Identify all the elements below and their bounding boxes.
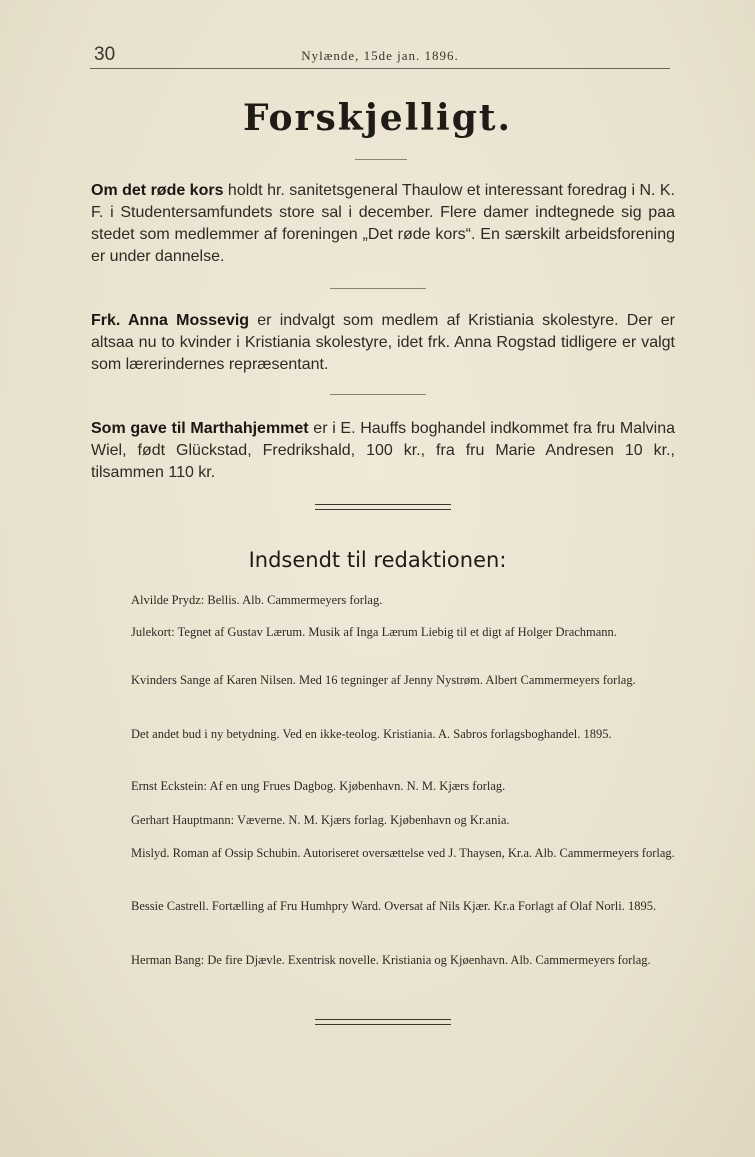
page-header bbox=[90, 44, 670, 69]
received-entry: Bessie Castrell. Fortælling af Fru Humhpry Ward. Oversat af Nils Kjær. Kr.a Forlagt af Olaf Norli. 1895. bbox=[131, 899, 657, 913]
article-lead: Frk. Anna Mossevig bbox=[91, 312, 250, 329]
received-entry: Det andet bud i ny betydning. Ved en ikke-teolog. Kristiania. A. Sabros forlagsboghandel. 1895. bbox=[131, 727, 612, 741]
received-entry: Herman Bang: De fire Djævle. Exentrisk novelle. Kristiania og Kjøenhavn. Alb. Cammermeyers forlag. bbox=[131, 953, 651, 967]
article-marthahjemmet bbox=[91, 418, 675, 484]
article-divider bbox=[330, 288, 426, 289]
article-text: er i E. Hauffs boghandel indkommet fra fru Malvina Wiel, født Glückstad, Fredrikshald, 100 kr., fra fru Marie Andresen 10 kr., tilsammen 110 kr. bbox=[91, 420, 675, 481]
article-divider bbox=[330, 394, 426, 395]
running-title: Nylænde, 15de jan. 1896. bbox=[301, 48, 459, 63]
article-lead: Som gave til Marthahjemmet bbox=[91, 420, 309, 437]
received-entry: Julekort: Tegnet af Gustav Lærum. Musik af Inga Lærum Liebig til et digt af Holger Drachmann. bbox=[131, 625, 617, 639]
received-heading: Indsendt til redaktionen: bbox=[248, 548, 507, 572]
article-text: holdt hr. sanitetsgeneral Thaulow et interessant foredrag i N. K. F. i Studentersamfundets store sal i december. Flere damer indtegnede sig paa stedet som medlemmer af foreningen „Det røde kors“. En særskilt arbeidsforening er under dannelse. bbox=[91, 182, 675, 265]
received-entry: Kvinders Sange af Karen Nilsen. Med 16 tegninger af Jenny Nystrøm. Albert Cammermeyers forlag. bbox=[131, 673, 636, 687]
end-divider bbox=[315, 1019, 451, 1025]
received-entry: Mislyd. Roman af Ossip Schubin. Autoriseret oversættelse ved J. Thaysen, Kr.a. Alb. Cammermeyers forlag. bbox=[131, 846, 675, 860]
title-divider bbox=[355, 159, 407, 160]
article-text: er indvalgt som medlem af Kristiania skolestyre. Der er altsaa nu to kvinder i Kristiania skolestyre, idet frk. Anna Rogstad tidligere er valgt som lærerindernes repræsentant. bbox=[91, 312, 676, 373]
article-red-cross bbox=[91, 180, 675, 268]
section-divider bbox=[315, 504, 451, 510]
article-lead: Om det røde kors bbox=[91, 182, 224, 199]
article-mossevig bbox=[91, 310, 675, 376]
received-entry: Gerhart Hauptmann: Væverne. N. M. Kjærs forlag. Kjøbenhavn og Kr.ania. bbox=[131, 813, 510, 827]
received-entry: Alvilde Prydz: Bellis. Alb. Cammermeyers forlag. bbox=[131, 593, 383, 607]
page-number: 30 bbox=[94, 44, 116, 65]
received-entry: Ernst Eckstein: Af en ung Frues Dagbog. Kjøbenhavn. N. M. Kjærs forlag. bbox=[131, 779, 506, 793]
section-title: Forskjelligt. bbox=[242, 97, 513, 139]
